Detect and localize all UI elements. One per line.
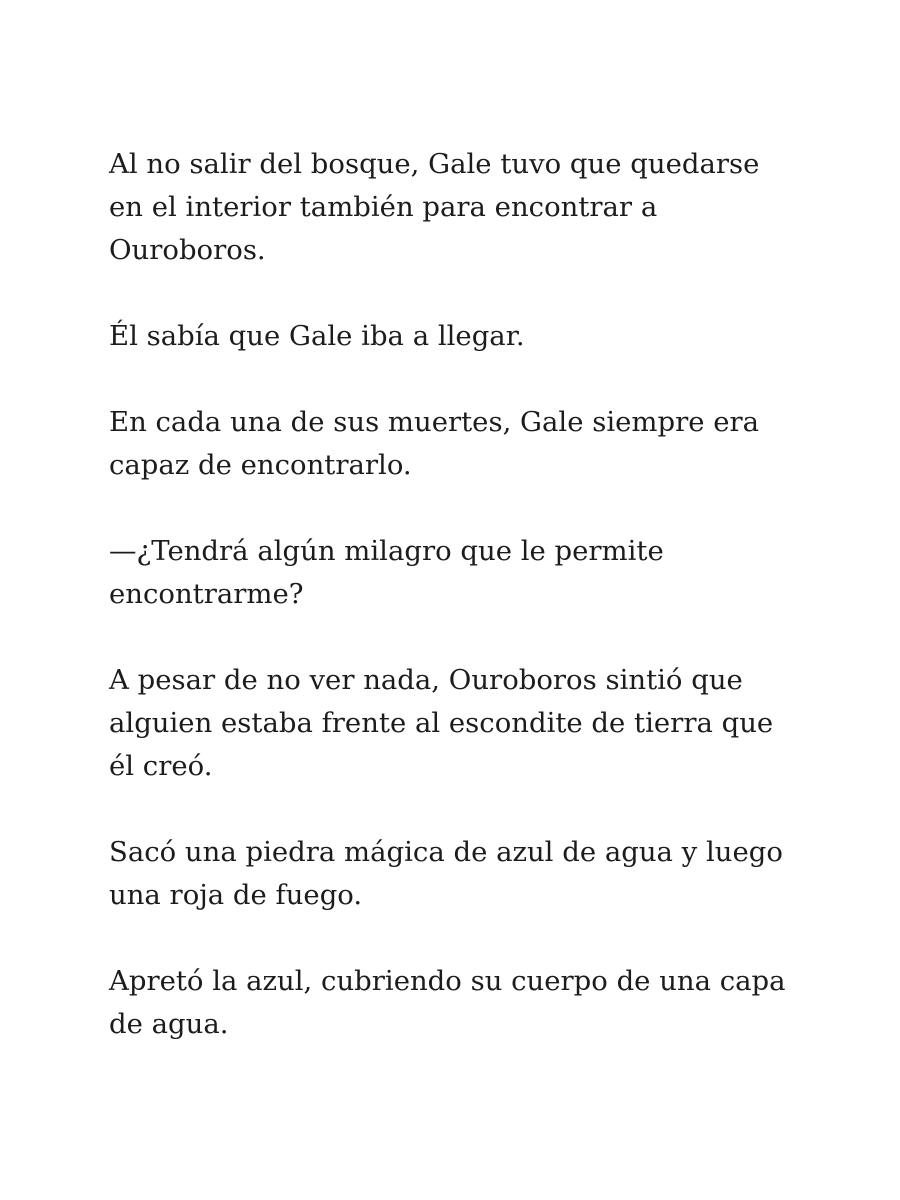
paragraph-2 xyxy=(109,315,789,358)
text-line: de agua. xyxy=(109,1008,229,1040)
text-line: una roja de fuego. xyxy=(109,879,363,911)
text-line: Él sabía que Gale iba a llegar. xyxy=(109,320,525,352)
text-line: Apretó la azul, cubriendo su cuerpo de una capa xyxy=(109,965,786,997)
text-line: en el interior también para encontrar a xyxy=(109,191,658,223)
paragraph-1 xyxy=(109,143,789,272)
text-line: encontrarme? xyxy=(109,578,304,610)
paragraph-3 xyxy=(109,401,789,487)
text-line: Sacó una piedra mágica de azul de agua y luego xyxy=(109,836,783,868)
text-line: Al no salir del bosque, Gale tuvo que quedarse xyxy=(109,148,760,180)
paragraph-5 xyxy=(109,659,789,788)
text-line: —¿Tendrá algún milagro que le permite xyxy=(109,535,664,567)
text-line: Ouroboros. xyxy=(109,234,266,266)
text-line: alguien estaba frente al escondite de tierra que xyxy=(109,707,774,739)
story-text xyxy=(109,143,789,1089)
text-line: capaz de encontrarlo. xyxy=(109,449,412,481)
paragraph-6 xyxy=(109,831,789,917)
paragraph-4-dialogue xyxy=(109,530,789,616)
text-line: él creó. xyxy=(109,750,213,782)
paragraph-7 xyxy=(109,960,789,1046)
text-line: A pesar de no ver nada, Ouroboros sintió que xyxy=(109,664,743,696)
text-line: En cada una de sus muertes, Gale siempre era xyxy=(109,406,760,438)
